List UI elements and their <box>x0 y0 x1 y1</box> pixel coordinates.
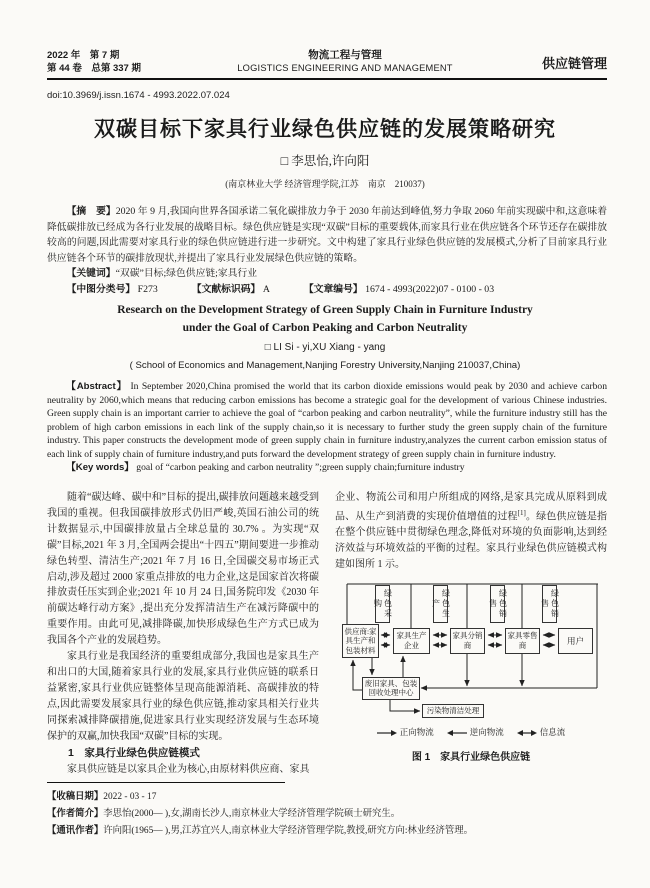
title-en-line1: Research on the Development Strategy of Green Supply Chain in Furniture Industry <box>117 304 533 316</box>
node-green-sales-1: 绿色销售 <box>490 585 505 623</box>
footnote-corresponding-author <box>47 822 607 839</box>
right-column <box>335 490 607 777</box>
legend-info-label: 信息流 <box>539 726 566 737</box>
node-recycle-center: 废旧家具、包装回收处理中心 <box>362 677 420 700</box>
legend-forward-label: 正向物流 <box>399 726 434 737</box>
footnote-author-bio <box>47 805 607 822</box>
body-paragraph-3: 家具供应链是以家具企业为核心,由原材料供应商、家具 <box>67 763 310 775</box>
figure-1-caption: 图 1 家具行业绿色供应链 <box>411 751 531 763</box>
journal-name-en: LOGISTICS ENGINEERING AND MANAGEMENT <box>237 63 453 73</box>
node-green-sales-2: 绿色销售 <box>542 585 557 623</box>
issue-line-1: 2022 年 第 7 期 <box>47 50 120 61</box>
citation-ref-1: [1] <box>517 508 526 517</box>
keywords-en <box>47 461 607 475</box>
footnote-received-date <box>47 788 607 805</box>
body-columns <box>47 490 607 777</box>
clc-label: 【中图分类号】 <box>66 283 136 295</box>
figure-1-diagram <box>340 580 598 721</box>
abstract-cn-text: 2020 年 9 月,我国向世界各国承诺二氧化碳排放力争于 2030 年前达到峰值,努力争取 2060 年前实现碳中和,这意味着降低碳排放已经成为各行业发展的战略目标。绿色供应链是实现“双碳”目标的重要载体,而家具行业在供应链各个环节还存在碳排放较高的问题,因此需要对家具行业的绿色供应链进行进一步研究。文中构建了家具行业绿色供应链的发展模式,分析了目前家具行业供应链各个环节的碳排放现状,并提出了家具行业发展绿色供应链的策略。 <box>47 206 608 264</box>
issue-line-2: 第 44 卷 总第 337 期 <box>47 63 141 74</box>
keywords-cn <box>47 266 607 282</box>
keywords-cn-label: 【关键词】 <box>66 268 116 280</box>
info-flow-arrow-icon <box>517 729 537 737</box>
doi-line: doi:10.3969/j.issn.1674 - 4993.2022.07.024 <box>47 90 230 101</box>
footnote-rule <box>47 782 285 783</box>
forward-flow-arrow-icon <box>377 729 397 737</box>
legend-info-flow <box>517 725 566 741</box>
doc-code-label: 【文献标识码】 <box>191 283 261 295</box>
reverse-flow-arrow-icon <box>447 729 467 737</box>
corresponding-author-label: 【通讯作者】 <box>47 824 104 836</box>
authors-en: □ LI Si - yi,XU Xiang - yang <box>264 342 386 353</box>
body-paragraph-2: 家具行业是我国经济的重要组成部分,我国也是家具生产和出口的大国,随着家具行业的发展,家具行业供应链的联系日益紧密,家具行业供应链整体呈现高能源消耗、高碳排放的特点,因此需要发展家具行业的绿色供应链,推动家具相关行业共同探索减排降碳措施,促进家具行业实现经济发展与生态环境保护的双赢,加快我国“双碳”目标的实现。 <box>47 651 319 742</box>
abstract-cn-block <box>47 204 607 298</box>
node-green-production: 绿色生产 <box>433 585 448 623</box>
article-id-pair <box>304 284 494 295</box>
keywords-en-label: 【Key words】 <box>66 462 134 473</box>
keywords-cn-text: “双碳”目标;绿色供应链;家具行业 <box>115 268 258 280</box>
abstract-en-block <box>47 380 607 475</box>
journal-header <box>47 49 607 75</box>
title-en <box>0 301 650 337</box>
paragraph-4-start: 企业、物流公司和用户所组成的网络,是家具完成从原料到成品、从生产到消费的实现价值增值的过程 <box>335 492 607 523</box>
body-paragraph-1: 随着“碳达峰、碳中和”目标的提出,碳排放问题越来越受到我国的重视。但我国碳排放形式仍旧严峻,英国石油公司的统计数据显示,中国碳排放量占全球总量的 30.7% 。为实现“双碳”目标,2021 年 3 月,全国两会提出“十四五”期间要进一步推动绿色转型、清洁生产;2021 年 7 月 16 日,全国碳交易市场正式启动,涉及超过 2000 家重点排放的电力企业,这是国家首次将碳排放责任压实到企业;2021 年 10 月 24 日,国务院印发《2030 年前碳达峰行动方案》,提出充分发挥清洁生产在减污降碳中的重要作用。由此可见,减排降碳,加快形成绿色生产方式已成为我国各个产业的发展趋势。 <box>47 492 319 647</box>
section-heading-1: 1 家具行业绿色供应链模式 <box>68 746 200 759</box>
classification-line <box>47 282 607 298</box>
node-green-procurement: 绿色采购 <box>375 585 390 623</box>
legend-reverse-label: 逆向物流 <box>469 726 504 737</box>
figure-legend <box>335 725 607 741</box>
corresponding-author-text: 许向阳(1965— ),男,江苏宜兴人,南京林业大学经济管理学院,教授,研究方向:林业经济管理。 <box>103 826 474 837</box>
keywords-en-text: goal of “carbon peaking and carbon neutrality ”;green supply chain;furniture industry <box>133 462 465 473</box>
footnotes <box>47 788 607 840</box>
legend-forward-flow <box>377 725 434 741</box>
affiliation-en: ( School of Economics and Management,Nanjing Forestry University,Nanjing 210037,China) <box>129 360 521 371</box>
issue-info <box>47 49 175 75</box>
author-bio-text: 李思怡(2000— ),女,湖南长沙人,南京林业大学经济管理学院硕士研究生。 <box>103 809 401 820</box>
author-bio-label: 【作者简介】 <box>47 807 104 819</box>
abstract-cn <box>47 204 607 266</box>
body-paragraph-4 <box>335 490 607 573</box>
header-rule <box>47 78 607 80</box>
clc-pair <box>67 284 158 295</box>
left-column <box>47 490 319 777</box>
abstract-en-label: 【Abstract】 <box>66 381 128 392</box>
clc-value: F273 <box>137 283 158 295</box>
abstract-en-text: In September 2020,China promised the world that its carbon dioxide emissions would peak by 2030 and achieve carbon neutrality by 2060,which means that reducing carbon emissions has become a strategic goal for the development of various Chinese industries. Green supply chain is an important carrier to achieve the goal of “carbon peaking and carbon neutrality”, while the furniture industry still has the problem of high carbon emissions in each link of the supply chain,so it is necessary to further study the green supply chain of the furniture industry. This paper constructs the development mode of green supply chain in furniture industry,analyzes the current carbon emission status of each link of supply chain of furniture industry,and puts forward the development strategy of green supply chain in furniture industry. <box>47 381 607 460</box>
received-date-label: 【收稿日期】 <box>47 790 104 801</box>
legend-reverse-flow <box>447 725 504 741</box>
article-id-label: 【文章编号】 <box>303 283 363 295</box>
node-user: 用户 <box>558 628 593 654</box>
abstract-en <box>47 380 607 461</box>
page-title: 双碳目标下家具行业绿色供应链的发展策略研究 <box>94 118 556 141</box>
node-pollution-treatment: 污染物清洁处理 <box>422 704 484 718</box>
journal-name-cn: 物流工程与管理 <box>308 49 382 61</box>
authors-cn: □ 李思怡,许向阳 <box>280 154 370 168</box>
node-supplier: 供应商:家具生产和包装材料 <box>342 624 379 658</box>
paragraph-4-end: 。绿色供应链是指在整个供应链中贯彻绿色理念,降低对环境的负面影响,达到经济效益与环境效益的平衡的过程。家具行业绿色供应链模式构建如图所 1 示。 <box>335 511 608 570</box>
journal-name <box>175 49 515 75</box>
node-furniture-distributor: 家具分销商 <box>450 628 485 654</box>
column-name: 供应链管理 <box>541 55 607 71</box>
doc-code-pair <box>192 284 270 295</box>
affiliation-cn: (南京林业大学 经济管理学院,江苏 南京 210037) <box>225 179 425 189</box>
received-date-value: 2022 - 03 - 17 <box>103 792 157 802</box>
node-furniture-manufacturer: 家具生产企业 <box>393 628 430 654</box>
node-furniture-retailer: 家具零售商 <box>505 628 540 654</box>
abstract-cn-label: 【摘 要】 <box>66 206 116 217</box>
title-en-line2: under the Goal of Carbon Peaking and Carbon Neutrality <box>182 322 468 334</box>
doc-code-value: A <box>262 283 270 295</box>
article-id-value: 1674 - 4993(2022)07 - 0100 - 03 <box>365 283 495 295</box>
